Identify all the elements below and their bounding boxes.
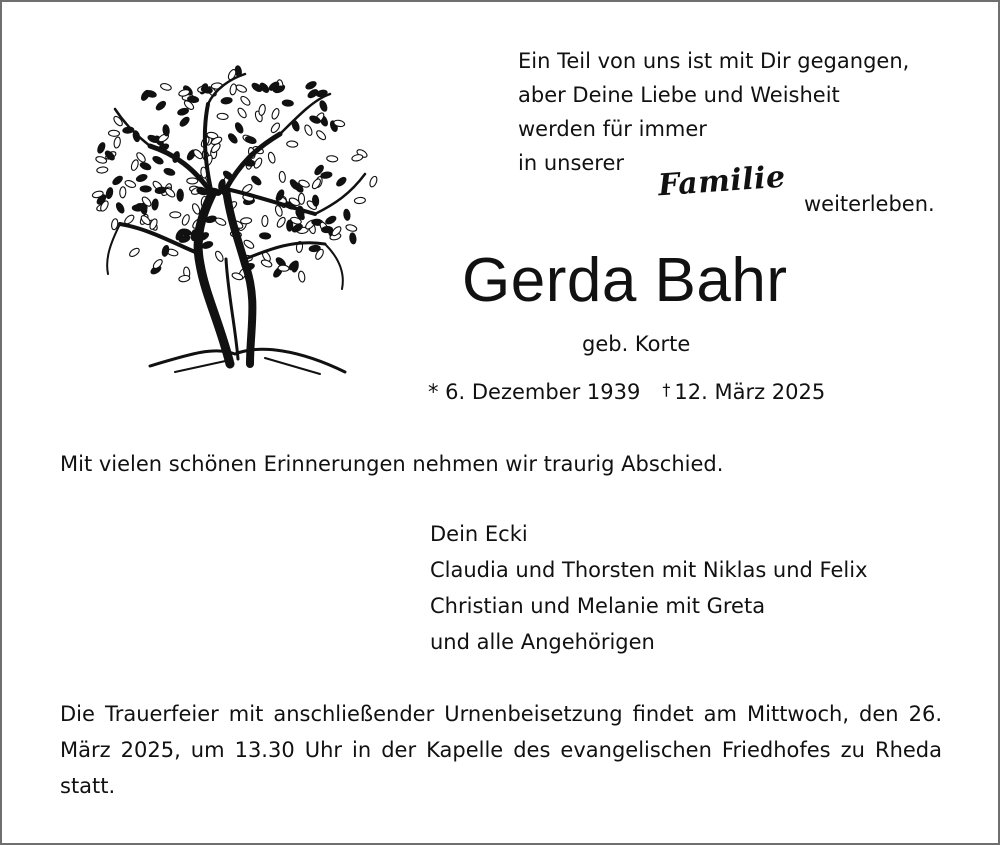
- tree-leaf: [227, 132, 239, 144]
- tree-leaf: [214, 217, 227, 227]
- tree-leaf: [151, 199, 158, 211]
- tree-leaf: [124, 179, 136, 189]
- tree-leaf: [96, 142, 106, 154]
- poem-line: aber Deine Liebe und Weisheit: [518, 83, 840, 107]
- tree-leaf: [311, 178, 322, 190]
- tree-leaf: [192, 148, 204, 160]
- tree-leaf: [132, 205, 143, 212]
- tree-leaf: [258, 104, 266, 116]
- tree-leaf: [164, 187, 176, 199]
- tree-leaf: [236, 107, 247, 119]
- tree-leaf: [235, 84, 247, 94]
- tree-leaf: [303, 124, 313, 136]
- tree-leaf: [262, 215, 268, 226]
- tree-leaf: [271, 108, 281, 120]
- tree-leaf: [326, 155, 338, 162]
- tree-leaf: [155, 100, 167, 112]
- tree-leaf: [260, 259, 272, 269]
- tree-leaf: [287, 220, 293, 231]
- tree-leaf: [160, 82, 172, 91]
- tree-illustration: [80, 54, 390, 379]
- tree-leaf: [240, 217, 251, 224]
- tree-leaf: [234, 122, 244, 135]
- tree-leaf: [288, 259, 300, 271]
- tree-leaf: [163, 167, 175, 176]
- tree-leaf: [245, 135, 257, 145]
- tree-leaf: [278, 265, 289, 272]
- tree-leaf: [229, 83, 237, 95]
- tree-leaf: [335, 176, 347, 188]
- tree-leaf: [287, 141, 298, 148]
- tree-leaf: [97, 166, 109, 173]
- poem-line: werden für immer: [518, 117, 707, 141]
- tree-leaf: [177, 107, 189, 116]
- poem-line: Ein Teil von uns ist mit Dir gegangen,: [518, 49, 910, 73]
- poem-script-word: Familie: [656, 159, 787, 204]
- tree-leaf: [345, 224, 357, 233]
- family-member: Dein Ecki: [430, 522, 528, 546]
- tree-leaf: [250, 175, 262, 187]
- tree-leaf: [115, 202, 126, 215]
- memorial-poem: [518, 44, 958, 180]
- birth-date: * 6. Dezember 1939: [428, 380, 641, 404]
- tree-leaf: [130, 159, 139, 171]
- tree-leaf: [179, 116, 191, 128]
- tree-leaf: [282, 100, 293, 107]
- tree-leaf: [298, 271, 306, 283]
- family-list: [430, 516, 868, 660]
- tree-leaf: [267, 152, 276, 164]
- tree-leaf: [111, 175, 123, 187]
- tree-leaf: [135, 173, 147, 183]
- tree-leaf: [177, 190, 184, 201]
- tree-leaf: [120, 187, 127, 198]
- farewell-text: Mit vielen schönen Erinnerungen nehmen wir traurig Abschied.: [60, 452, 724, 476]
- ceremony-notice: Die Trauerfeier mit anschließender Urnenbeisetzung findet am Mittwoch, den 26. März 2025, um 13.30 Uhr in der Kapelle des evangelischen Friedhofes zu Rheda statt.: [60, 702, 942, 798]
- tree-leaf: [152, 155, 165, 165]
- death-date: 12. März 2025: [674, 380, 826, 404]
- tree-leaf: [181, 214, 191, 226]
- tree-leaf: [343, 209, 350, 221]
- tree-leaf: [170, 212, 181, 218]
- tree-leaf: [108, 130, 119, 137]
- tree-leaf: [259, 232, 270, 239]
- tree-leaf: [315, 129, 327, 141]
- tree-leaf: [276, 216, 287, 228]
- tree-leaf: [243, 239, 255, 250]
- tree-leaf: [320, 171, 332, 179]
- tree-leaf: [349, 233, 356, 245]
- tree-leaf: [113, 137, 121, 149]
- life-dates: [428, 380, 825, 404]
- poem-line: in unserer: [518, 151, 625, 175]
- family-member: Christian und Melanie mit Greta: [430, 594, 766, 618]
- death-cross-icon: †: [662, 380, 671, 399]
- tree-leaf: [351, 154, 363, 162]
- tree-leaf: [221, 97, 233, 104]
- tree-leaf: [239, 95, 251, 107]
- tree-leaf: [161, 245, 169, 257]
- family-member: und alle Angehörigen: [430, 630, 655, 654]
- tree-leaf: [178, 275, 190, 283]
- maiden-name: geb. Korte: [582, 332, 691, 356]
- tree-leaf: [214, 250, 225, 263]
- deceased-name: Gerda Bahr: [462, 246, 788, 315]
- tree-leaf: [325, 215, 338, 226]
- tree-leaf: [147, 134, 159, 144]
- tree-leaf: [140, 186, 151, 192]
- tree-leaf: [201, 241, 213, 250]
- tree-leaf: [305, 80, 318, 90]
- tree-leaf: [139, 161, 151, 171]
- tree-leaf: [279, 171, 286, 183]
- tree-leaf: [319, 100, 329, 112]
- tree-leaf: [369, 175, 379, 187]
- tree-leaf: [128, 247, 140, 258]
- tree-leaf: [152, 258, 164, 270]
- tree-leaf: [105, 187, 113, 199]
- tree-leaf: [307, 88, 319, 99]
- tree-leaf: [354, 197, 365, 204]
- poem-last-word: weiterleben.: [804, 192, 935, 216]
- tree-leaf: [217, 113, 228, 120]
- family-member: Claudia und Thorsten mit Niklas und Felix: [430, 558, 868, 582]
- tree-leaf: [187, 178, 198, 184]
